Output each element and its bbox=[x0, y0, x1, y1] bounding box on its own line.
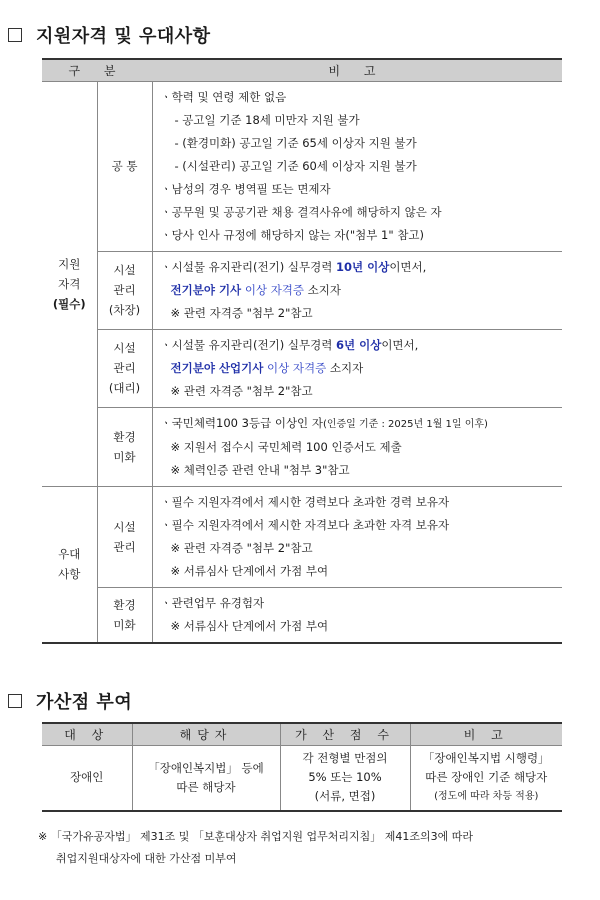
header-eligible: 해당자 bbox=[132, 723, 280, 745]
list-item: ㆍ공무원 및 공공기관 채용 결격사유에 해당하지 않은 자 bbox=[160, 204, 442, 219]
preference-label: 우대 사항 bbox=[42, 486, 97, 643]
pref-facility-details bbox=[152, 486, 562, 587]
table-row bbox=[42, 329, 562, 407]
qualifications-table bbox=[42, 58, 562, 644]
list-item: ㆍ필수 지원자격에서 제시한 자격보다 초과한 자격 보유자 bbox=[160, 517, 450, 532]
qualification-label: 지원 자격 (필수) bbox=[42, 81, 97, 486]
table-header-row bbox=[42, 723, 562, 745]
list-item: ㆍ학력 및 연령 제한 없음 bbox=[160, 89, 287, 104]
checkbox-square-icon bbox=[8, 28, 22, 42]
list-item: ※ 지원서 접수시 국민체력 100 인증서도 제출 bbox=[170, 439, 402, 454]
list-item: ㆍ국민체력100 3등급 이상인 자(인증일 기준 : 2025년 1월 1일 이후) bbox=[160, 415, 488, 430]
list-item: ㆍ당사 인사 규정에 해당하지 않는 자("첨부 1" 참고) bbox=[160, 227, 425, 242]
table-row bbox=[42, 745, 562, 811]
list-item: ※ 서류심사 단계에서 가점 부여 bbox=[170, 563, 329, 578]
environment-requirements bbox=[152, 407, 562, 486]
cell-target: 장애인 bbox=[42, 745, 132, 811]
common-requirements bbox=[152, 81, 562, 251]
cell-points: 각 전형별 만점의 5% 또는 10% (서류, 면접) bbox=[280, 745, 410, 811]
table-row bbox=[42, 407, 562, 486]
list-item: - (환경미화) 공고일 기준 65세 이상자 지원 불가 bbox=[174, 135, 417, 150]
row-label-common: 공 통 bbox=[97, 81, 152, 251]
list-item: ※ 관련 자격증 "첨부 2"참고 bbox=[170, 383, 313, 398]
list-item: ※ 서류심사 단계에서 가점 부여 bbox=[170, 618, 329, 633]
cell-remarks: 「장애인복지법 시행령」 따른 장애인 기준 해당자 (정도에 따라 차등 적용) bbox=[410, 745, 562, 811]
list-item: 전기분야 기사 이상 자격증 소지자 bbox=[170, 282, 342, 297]
list-item: ※ 체력인증 관련 안내 "첨부 3"참고 bbox=[170, 462, 350, 477]
list-item: ㆍ관련업무 유경험자 bbox=[160, 595, 265, 610]
header-remarks: 비 고 bbox=[152, 59, 562, 81]
section-title-text: 가산점 부여 bbox=[36, 692, 133, 713]
list-item: ㆍ시설물 유지관리(전기) 실무경력 10년 이상이면서, bbox=[160, 259, 427, 274]
table-row bbox=[42, 81, 562, 251]
list-item: ※ 관련 자격증 "첨부 2"참고 bbox=[170, 540, 313, 555]
list-item: ㆍ남성의 경우 병역필 또는 면제자 bbox=[160, 181, 331, 196]
checkbox-square-icon bbox=[8, 694, 22, 708]
section-title-text: 지원자격 및 우대사항 bbox=[36, 26, 211, 47]
facility-deputy-requirements bbox=[152, 329, 562, 407]
row-label-pref-facility: 시설 관리 bbox=[97, 486, 152, 587]
list-item: ㆍ필수 지원자격에서 제시한 경력보다 초과한 경력 보유자 bbox=[160, 494, 450, 509]
row-label-facility-deputy: 시설 관리 (대리) bbox=[97, 329, 152, 407]
cell-eligible: 「장애인복지법」 등에 따른 해당자 bbox=[132, 745, 280, 811]
facility-manager-requirements bbox=[152, 251, 562, 329]
row-label-pref-env: 환경 미화 bbox=[97, 587, 152, 643]
list-item: - 공고일 기준 18세 미만자 지원 불가 bbox=[174, 112, 360, 127]
bonus-points-table bbox=[42, 722, 562, 812]
row-label-facility-manager: 시설 관리 (차장) bbox=[97, 251, 152, 329]
table-header-row bbox=[42, 59, 562, 81]
footnote: ※ 「국가유공자법」 제31조 및 「보훈대상자 취업지원 업무처리지침」 제41조의3에 따라 취업지원대상자에 대한 가산점 미부여 bbox=[38, 830, 473, 865]
header-category: 구 분 bbox=[42, 59, 152, 81]
table-row bbox=[42, 486, 562, 587]
row-label-environment: 환경 미화 bbox=[97, 407, 152, 486]
table-row bbox=[42, 587, 562, 643]
section-title-bonus-points bbox=[8, 688, 132, 714]
list-item: ㆍ시설물 유지관리(전기) 실무경력 6년 이상이면서, bbox=[160, 337, 419, 352]
header-target: 대 상 bbox=[42, 723, 132, 745]
table-row bbox=[42, 251, 562, 329]
list-item: - (시설관리) 공고일 기준 60세 이상자 지원 불가 bbox=[174, 158, 417, 173]
pref-env-details bbox=[152, 587, 562, 643]
list-item: 전기분야 산업기사 이상 자격증 소지자 bbox=[170, 360, 364, 375]
header-remarks: 비 고 bbox=[410, 723, 562, 745]
list-item: ※ 관련 자격증 "첨부 2"참고 bbox=[170, 305, 313, 320]
section-title-qualifications bbox=[8, 22, 211, 48]
header-points: 가 산 점 수 bbox=[280, 723, 410, 745]
